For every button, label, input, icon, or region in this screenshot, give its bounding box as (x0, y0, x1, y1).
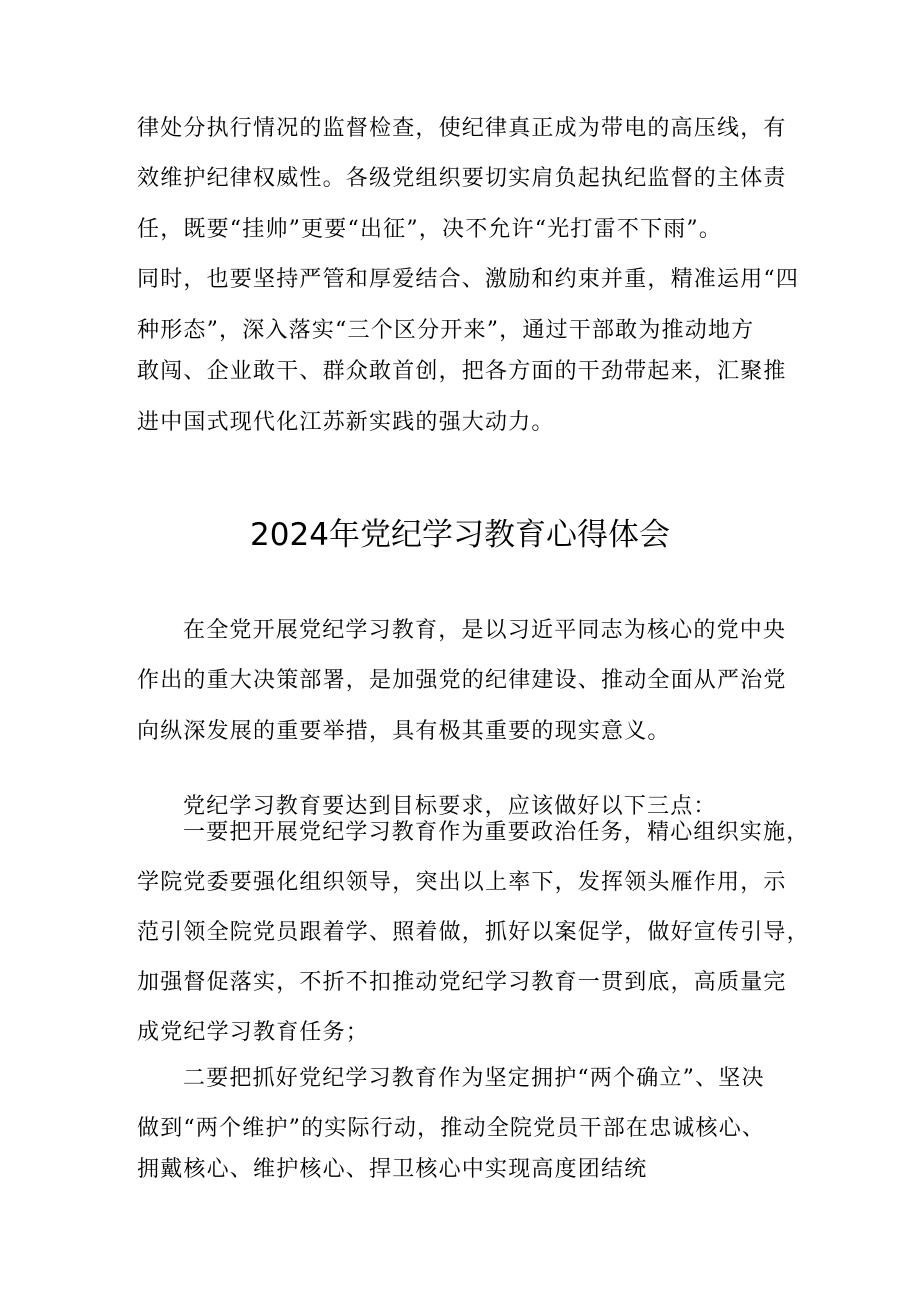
text-line: 加强督促落实，不折不扣推动党纪学习教育一贯到底，高质量完 (137, 970, 787, 995)
text-line: 种形态”，深入落实“三个区分开来”，通过干部敢为推动地方 (137, 318, 755, 343)
text-line: 做到“两个维护”的实际行动，推动全院党员干部在忠诚核心、 (137, 1116, 766, 1141)
text-line: 范引领全院党员跟着学、照着做，抓好以案促学，做好宣传引导， (137, 920, 810, 945)
text-line: 敢闯、企业敢干、群众敢首创，把各方面的干劲带起来，汇聚推 (137, 359, 787, 384)
text-line: 律处分执行情况的监督检查，使纪律真正成为带电的高压线，有 (137, 116, 787, 141)
text-line: 拥戴核心、维护核心、捍卫核心中实现高度团结统 (137, 1157, 648, 1182)
paragraph-first-line: 党纪学习教育要达到目标要求，应该做好以下三点： (183, 794, 717, 819)
text-line: 任，既要“挂帅”更要“出征”，决不允许“光打雷不下雨”。 (137, 217, 723, 242)
text-line: 效维护纪律权威性。各级党组织要切实肩负起执纪监督的主体责 (137, 166, 787, 191)
paragraph-first-line: 在全党开展党纪学习教育，是以习近平同志为核心的党中央 (183, 618, 787, 643)
paragraph-first-line: 二要把抓好党纪学习教育作为坚定拥护“两个确立”、坚决 (183, 1066, 765, 1091)
text-line: 进中国式现代化江苏新实践的强大动力。 (137, 410, 555, 435)
paragraph-first-line: 一要把开展党纪学习教育作为重要政治任务，精心组织实施， (183, 820, 810, 845)
page-title: 2024年党纪学习教育心得体会 (250, 517, 670, 553)
text-line: 同时，也要坚持严管和厚爱结合、激励和约束并重，精准运用“四 (137, 267, 800, 292)
text-line: 学院党委要强化组织领导，突出以上率下，发挥领头雁作用，示 (137, 870, 787, 895)
text-line: 作出的重大决策部署，是加强党的纪律建设、推动全面从严治党 (137, 668, 787, 693)
text-line: 向纵深发展的重要举措，具有极其重要的现实意义。 (137, 719, 671, 744)
text-line: 成党纪学习教育任务； (137, 1020, 370, 1045)
